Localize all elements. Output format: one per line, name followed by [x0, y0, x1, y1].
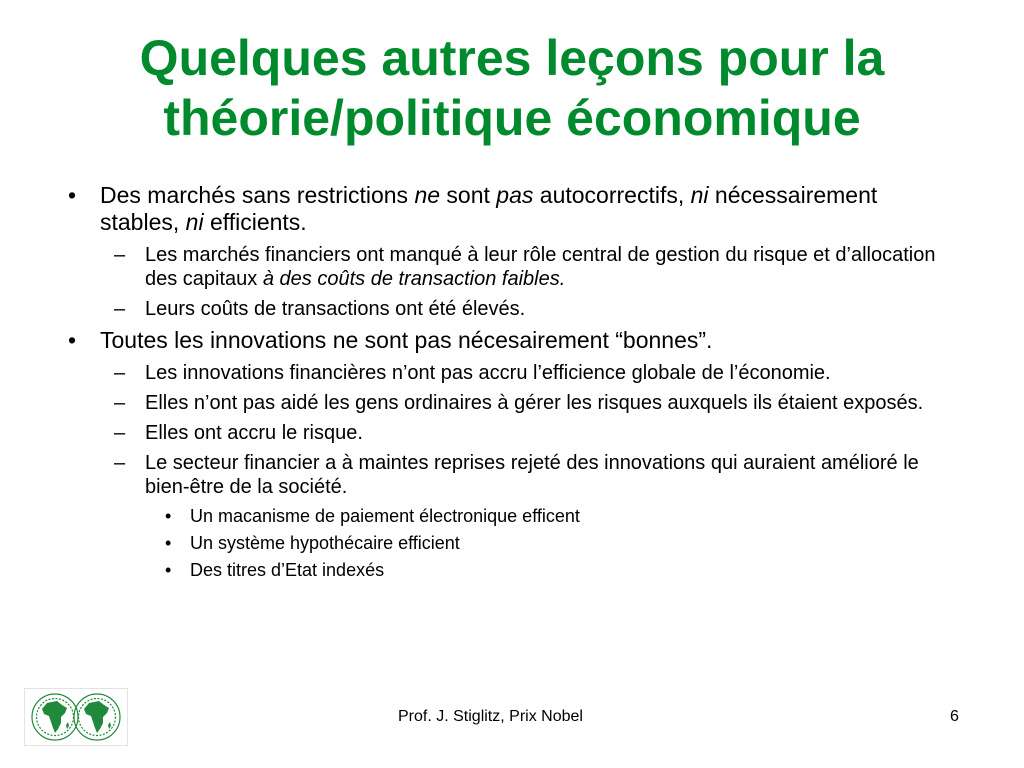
dash-marker: –	[114, 298, 126, 320]
sub-item-text: Elles n’ont pas aidé les gens ordinaires à gérer les risques auxquels ils étaient exposés.	[145, 392, 924, 414]
sub-sub-item	[62, 559, 962, 581]
bullet-item	[62, 327, 962, 354]
sub-item	[62, 297, 962, 321]
bullet-text: Toutes les innovations ne sont pas nécesairement “bonnes”.	[100, 327, 713, 353]
bullet-item	[62, 182, 962, 236]
sub-item	[62, 421, 962, 445]
dash-marker: –	[114, 452, 126, 474]
dash-marker: –	[114, 244, 126, 266]
bullet-marker: •	[165, 533, 172, 553]
bullet-marker: •	[67, 182, 77, 208]
sub-item-text: Le secteur financier a à maintes reprises rejeté des innovations qui auraient amélioré le bien-être de la société.	[145, 452, 919, 498]
sub-sub-item-text: Un macanisme de paiement électronique efficent	[190, 506, 580, 526]
title-line-1: Quelques autres leçons pour la	[139, 30, 885, 86]
page-number: 6	[950, 708, 959, 725]
dash-marker: –	[114, 362, 126, 384]
sub-sub-item	[62, 505, 962, 527]
sub-item	[62, 391, 962, 415]
dash-marker: –	[114, 422, 126, 444]
sub-item-text: Leurs coûts de transactions ont été élevés.	[145, 298, 526, 320]
sub-item-text: Les innovations financières n’ont pas accru l’efficience globale de l’économie.	[145, 362, 831, 384]
dash-marker: –	[114, 392, 126, 414]
footer-text: Prof. J. Stiglitz, Prix Nobel	[398, 708, 583, 725]
africa-globe-logo-icon	[24, 688, 128, 746]
slide-body	[62, 182, 962, 586]
sub-item	[62, 361, 962, 385]
sub-item-text: Elles ont accru le risque.	[145, 422, 363, 444]
sub-sub-item	[62, 532, 962, 554]
sub-item-text: Les marchés financiers ont manqué à leur rôle central de gestion du risque et d’allocation des capitaux à des coûts de transaction faibles.	[145, 244, 936, 290]
bullet-marker: •	[67, 327, 77, 353]
bullet-marker: •	[165, 506, 172, 526]
sub-item	[62, 451, 962, 499]
title-line-2: théorie/politique économique	[163, 90, 861, 146]
sub-item	[62, 243, 962, 291]
bullet-text: Des marchés sans restrictions ne sont pas autocorrectifs, ni nécessairement stables, ni efficients.	[100, 182, 878, 235]
slide-title	[40, 28, 984, 148]
bullet-marker: •	[165, 560, 172, 580]
sub-sub-item-text: Un système hypothécaire efficient	[190, 533, 460, 553]
sub-sub-item-text: Des titres d’Etat indexés	[190, 560, 385, 580]
